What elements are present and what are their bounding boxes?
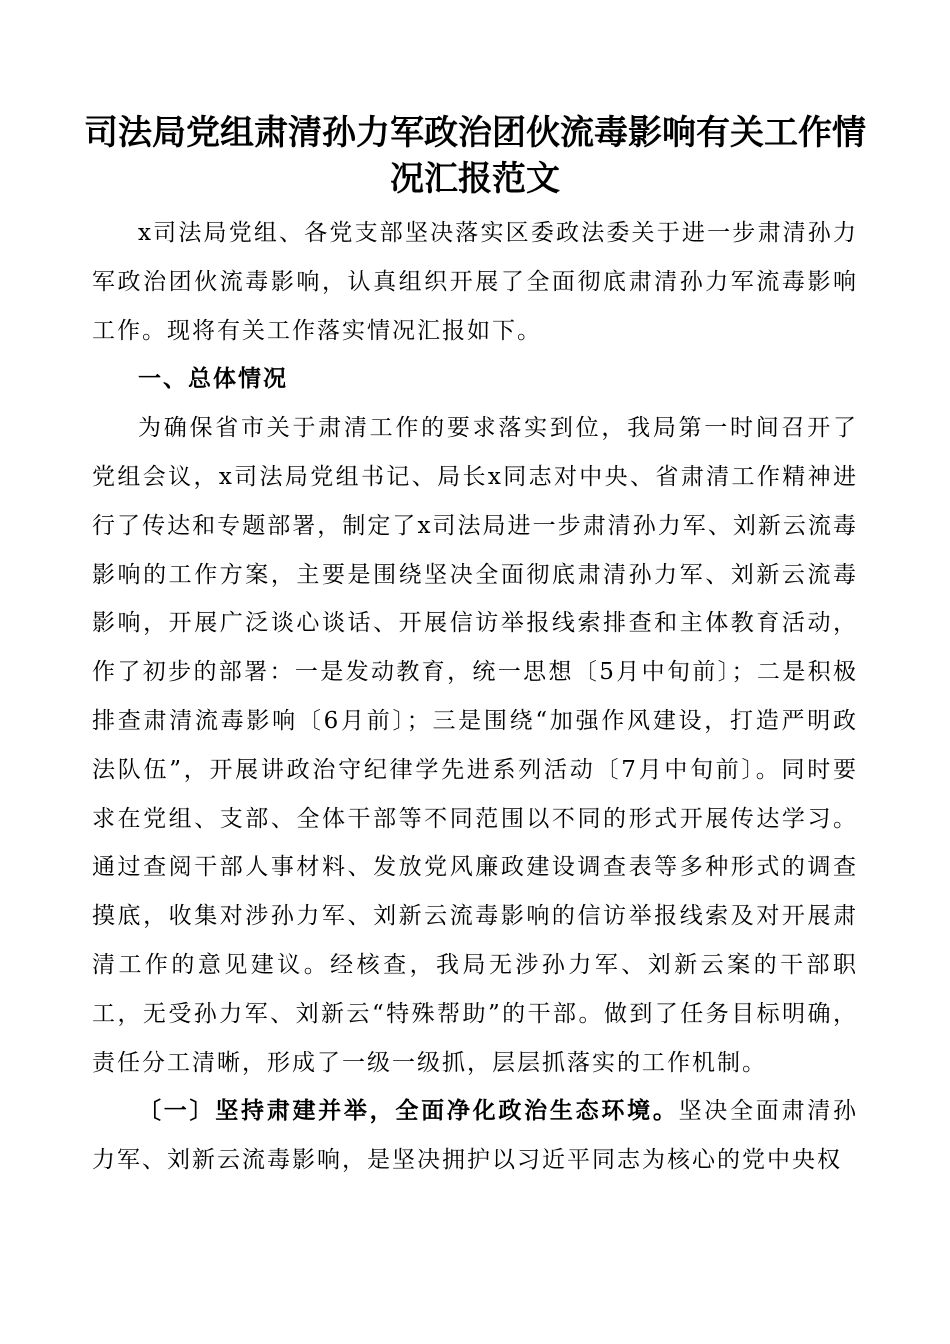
subsection-text: 坚决全面肃清孙力军、刘新云流毒影响，是坚决拥护以习近平同志为核心的党中央权 xyxy=(92,1098,859,1174)
subsection-lead: 〔一〕坚持肃建并举，全面净化政治生态环境。 xyxy=(138,1097,679,1125)
subsection-paragraph xyxy=(92,1087,858,1185)
section-heading: 一、总体情况 xyxy=(138,366,288,393)
intro-paragraph: x司法局党组、各党支部坚决落实区委政法委关于进一步肃清孙力军政治团伙流毒影响，认真组织开展了全面彻底肃清孙力军流毒影响工作。现将有关工作落实情况汇报如下。 xyxy=(92,220,858,344)
section-paragraph: 为确保省市关于肃清工作的要求落实到位，我局第一时间召开了党组会议，x司法局党组书记、局长x同志对中央、省肃清工作精神进行了传达和专题部署，制定了x司法局进一步肃清孙力军、刘新云流毒影响的工作方案，主要是围绕坚决全面彻底肃清孙力军、刘新云流毒影响，开展广泛谈心谈话、开展信访举报线索排查和主体教育活动，作了初步的部署：一是发动教育，统一思想〔5月中旬前〕；二是积极排查肃清流毒影响〔6月前〕；三是围绕“加强作风建设，打造严明政法队伍”，开展讲政治守纪律学先进系列活动〔7月中旬前〕。同时要求在党组、支部、全体干部等不同范围以不同的形式开展传达学习。通过查阅干部人事材料、发放党风廉政建设调查表等多种形式的调查摸底，收集对涉孙力军、刘新云流毒影响的信访举报线索及对开展肃清工作的意见建议。经核查，我局无涉孙力军、刘新云案的干部职工，无受孙力军、刘新云“特殊帮助”的干部。做到了任务目标明确，责任分工清晰，形成了一级一级抓，层层抓落实的工作机制。 xyxy=(92,415,858,1076)
document-title: 司法局党组肃清孙力军政治团伙流毒影响有关工作情况汇报范文 xyxy=(84,113,866,199)
document-body xyxy=(92,209,858,1185)
